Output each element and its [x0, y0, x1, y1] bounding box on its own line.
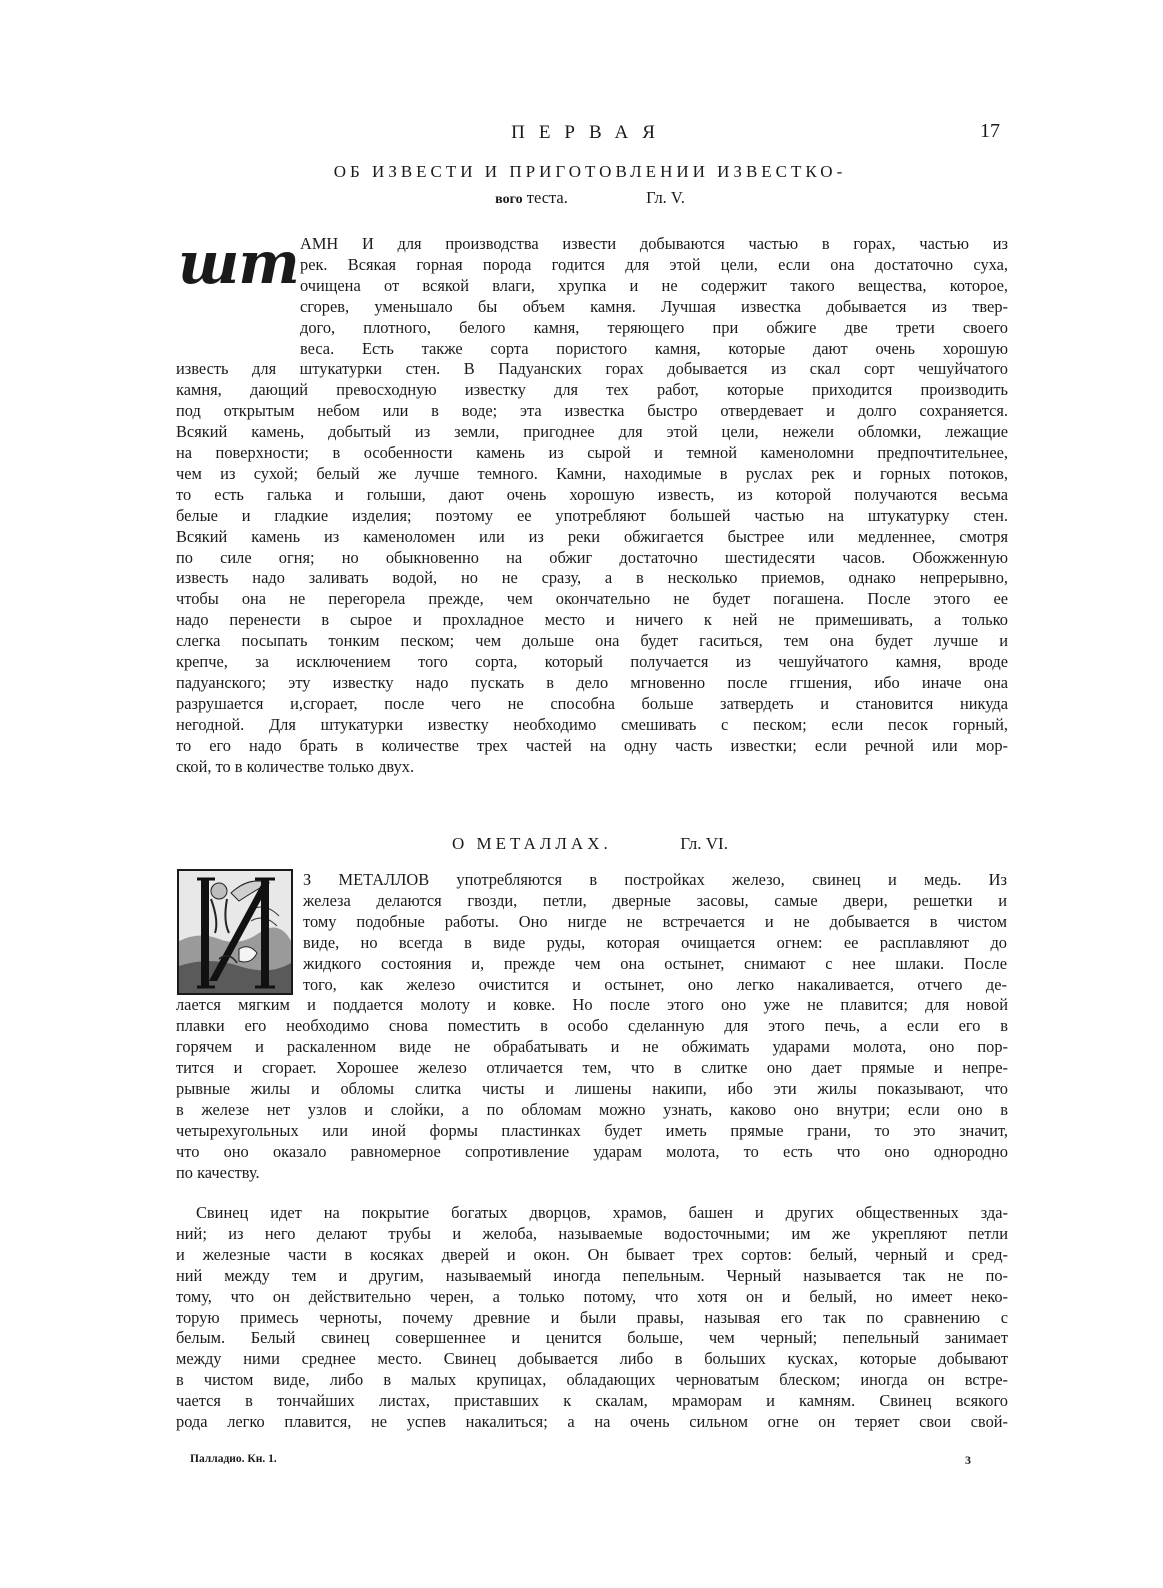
text-line: известь надо заливать водой, но не сразу, а в несколько приемов, однако непрерывно, [176, 568, 1008, 588]
text-line: и железные части в косяках дверей и окон. Он бывает трех сортов: белый, черный и сред- [176, 1244, 1008, 1264]
text-line: то есть галька и голыши, дают очень хорошую известь, из которой получаются весьма [176, 484, 1008, 504]
text-line: ний между тем и другим, называемый иногда пепельным. Черный называется так не по- [176, 1265, 1008, 1285]
text-line: надо перенести в сырое и прохладное место и ничего к ней не примешивать, а только [176, 610, 1008, 630]
text-line: в железе нет узлов и слойки, а по обломам можно узнать, каково оно внутри; если оно в [176, 1099, 1008, 1119]
text-line: слегка посыпать тонким песком; чем дольше она будет гаситься, тем она будет лучше и [176, 631, 1008, 651]
text-line: виде, но всегда в виде руды, которая очищается огнем: ее расплавляют до [303, 932, 1007, 952]
text-line: веса. Есть также сорта пористого камня, которые дают очень хорошую [300, 338, 1008, 358]
text-line: то его надо брать в количестве трех частей на одну часть известки; если речной или мор- [176, 735, 1008, 755]
text-line: тому, что он действительно черен, а только потому, что хотя он и белый, но имеет неко- [176, 1286, 1008, 1306]
text-line: железа делаются гвозди, петли, дверные засовы, самые двери, решетки и [303, 890, 1007, 910]
text-line: белые и гладкие изделия; поэтому ее употребляют большей частью на штукатурку стен. [176, 505, 1008, 525]
chapter-5-paragraph-body [176, 359, 1008, 777]
woodcut-illustration-icon [179, 871, 291, 993]
text-line: рек. Всякая горная порода годится для этой цели, если она достаточно суха, [300, 254, 1008, 274]
text-line: по силе огня; но обыкновенно на обжиг достаточно шестидесяти часов. Обожженную [176, 547, 1008, 567]
chapter-5-label: Гл. V. [646, 188, 685, 207]
running-title: ПЕРВАЯ [511, 122, 669, 143]
text-line: торую примесь черноты, почему древние и были правы, называя его так по сравнению с [176, 1307, 1008, 1327]
footer-signature: Палладио. Кн. 1. [190, 1453, 277, 1465]
text-line: ской, то в количестве только двух. [176, 756, 415, 776]
chapter-6-paragraph-lead [176, 1203, 1008, 1433]
text-line: ний; из него делают трубы и желоба, называемые водосточными; им же укрепляют петли [176, 1223, 1008, 1243]
text-line: АМН И для производства извести добываются частью в горах, частью из [300, 234, 1008, 253]
text-line: чтобы она не перегорела прежде, чем окончательно не будет погашена. После этого ее [176, 589, 1008, 609]
text-line: сгорев, уменьшало бы объем камня. Лучшая известка добывается из твер- [300, 296, 1008, 316]
text-line: Всякий камень, добытый из земли, пригоднее для этой цели, нежели обломки, лежащие [176, 422, 1008, 442]
chapter-6-paragraph-body [176, 995, 1008, 1183]
text-line: того, как железо очистится и остынет, оно легко накаливается, отчего де- [303, 974, 1007, 994]
text-line: крепче, за исключением того сорта, который получается из чешуйчатого камня, вроде [176, 652, 1008, 672]
text-line: очищена от всякой влаги, хрупка и не содержит такого вещества, которое, [300, 275, 1008, 295]
text-line: на поверхности; в особенности камень из сырой и темной каменоломни предпочтительнее, [176, 443, 1008, 463]
chapter-5-subtitle [180, 188, 1000, 208]
chapter-5-title: ОБ ИЗВЕСТИ И ПРИГОТОВЛЕНИИ ИЗВЕСТКО- [333, 162, 847, 181]
text-line: З МЕТАЛЛОВ употребляются в постройках железо, свинец и медь. Из [303, 870, 1007, 889]
text-line: между ними среднее место. Свинец добывается либо в больших кусках, которые добывают [176, 1349, 1008, 1369]
text-line: плавки его необходимо снова поместить в особо сделанную для этого печь, а если его в [176, 1016, 1008, 1036]
footer-sheet-number: 3 [965, 1453, 971, 1467]
text-line: камня, дающий превосходную известку для тех работ, которые приходится производить [176, 380, 1008, 400]
chapter-6-heading [180, 834, 1000, 854]
running-head [180, 122, 1000, 152]
chapter-5-subtitle-rest: теста. [526, 188, 568, 207]
text-line: Всякий камень из каменоломен или из реки обжигается быстрее или медленнее, смотря [176, 526, 1008, 546]
text-line: негодной. Для штукатурки известку необходимо смешивать с песком; если песок горный, [176, 714, 1008, 734]
text-line: падуанского; эту известку надо пускать в дело мгновенно после ггшения, ибо иначе она [176, 672, 1008, 692]
chapter-5-subtitle-bold: вого [495, 192, 523, 207]
text-line: белым. Белый свинец совершеннее и ценится больше, чем черный; пепельный занимает [176, 1328, 1008, 1348]
text-line: жидкого состояния и, прежде чем она остынет, снимают с нее шлаки. После [303, 953, 1007, 973]
text-line: лается мягким и поддается молоту и ковке. Но после этого оно уже не плавится; для новой [176, 995, 1008, 1015]
text-line: Свинец идет на покрытие богатых дворцов, храмов, башен и других общественных зда- [196, 1203, 1008, 1222]
page-number: 17 [980, 120, 1000, 142]
text-line: дого, плотного, белого камня, теряющего при обжиге две трети своего [300, 317, 1008, 337]
chapter-6-paragraph-start [303, 870, 1007, 995]
text-line: известь для штукатурки стен. В Падуанских горах добывается из скал сорт чешуйчатого [176, 359, 1008, 379]
text-line: рывные жилы и обломы слитка чисты и лишены накипи, ибо эти жилы показывают, что [176, 1079, 1008, 1099]
text-line: тится и сгорает. Хорошее железо отличается тем, что в слитке оно дает прямые и непре- [176, 1058, 1008, 1078]
text-line: что оно оказало равномерное сопротивление ударам молота, то есть что оно однородно [176, 1141, 1008, 1161]
text-line: по качеству. [176, 1162, 260, 1182]
text-line: чем из сухой; белый же лучше темного. Камни, находимые в руслах рек и горных потоков, [176, 463, 1008, 483]
text-line: рода легко плавится, не успев накалиться; а на очень сильном огне он теряет свои свой- [176, 1412, 1008, 1432]
text-line: разрушается и,сгорает, после чего не способна больше затвердеть и становится никуда [176, 693, 1008, 713]
drop-cap-sht: шт [178, 229, 299, 297]
chapter-6-label: Гл. VI. [680, 834, 728, 853]
chapter-5-paragraph-start [300, 234, 1008, 359]
text-line: в чистом виде, либо в малых крупицах, обладающих черноватым блеском; иногда он встре- [176, 1370, 1008, 1390]
text-line: четырехугольных или иной формы пластинках будет иметь прямые грани, то это значит, [176, 1120, 1008, 1140]
text-line: тому подобные работы. Оно нигде не встречается и не добывается в чистом [303, 911, 1007, 931]
text-line: под открытым небом или в воде; эта известка быстро отвердевает и долго сохраняется. [176, 401, 1008, 421]
chapter-6-title: О МЕТАЛЛАХ. [452, 834, 612, 853]
decorated-initial-iz-image [177, 869, 293, 995]
text-line: горячем и раскаленном виде не обрабатывать и не обжимать ударами молота, оно пор- [176, 1037, 1008, 1057]
text-line: чается в тончайших листах, приставших к скалам, мраморам и камням. Свинец всякого [176, 1391, 1008, 1411]
